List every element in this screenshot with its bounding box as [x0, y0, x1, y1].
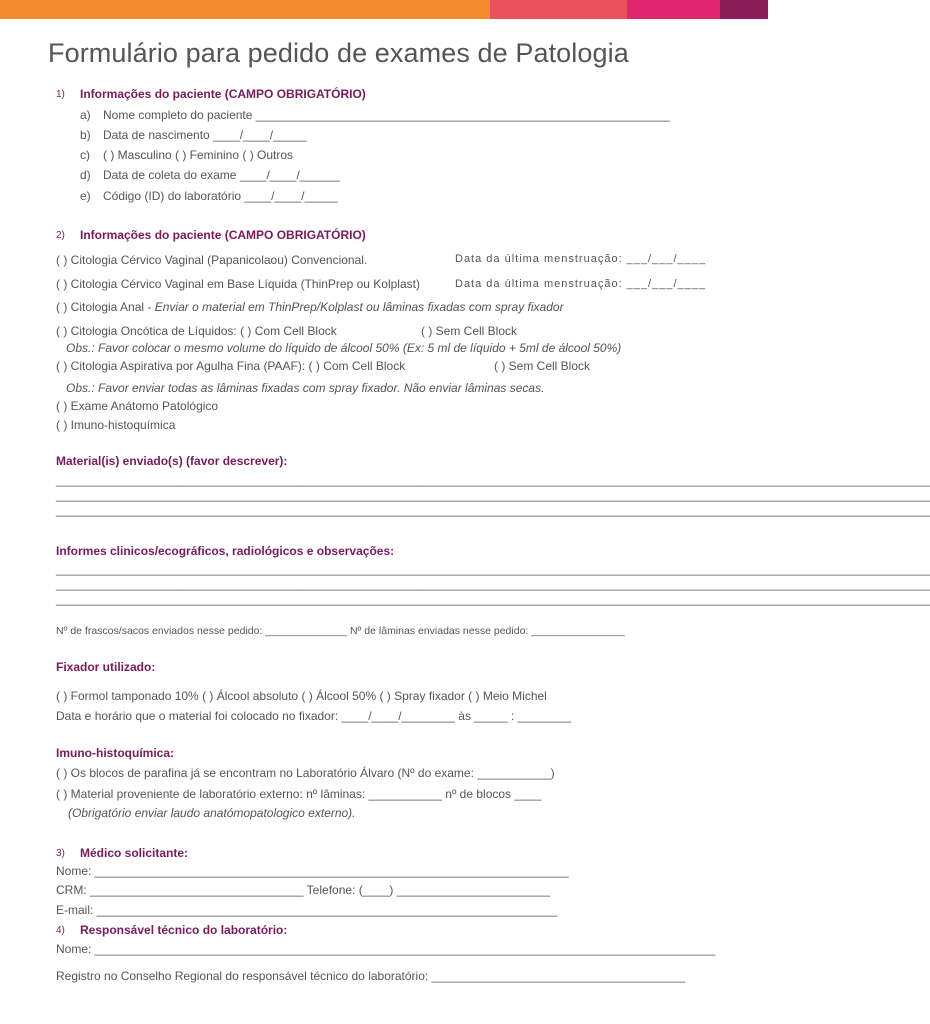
sex-checkboxes[interactable]: ( ) Masculino ( ) Feminino ( ) Outros [103, 148, 294, 162]
option-citologia-anal-label: ( ) Citologia Anal - [56, 300, 155, 314]
birth-date-field[interactable]: Data de nascimento ____/____/_____ [103, 128, 307, 142]
item-a-letter: a) [80, 108, 91, 122]
last-menstruation-field-2[interactable]: Data da última menstruação: ___/___/____ [455, 278, 706, 290]
option-cervico-convencional[interactable]: ( ) Citologia Cérvico Vaginal (Papanicolaou) Convencional. [56, 253, 368, 267]
external-report-note: (Obrigatório enviar laudo anatómopatologico externo). [68, 806, 356, 820]
doctor-crm-phone-field[interactable]: CRM: ________________________________ Telefone: (____) _______________________ [56, 883, 551, 897]
materials-line-1[interactable]: ___________________________________________________________________________________________________________________________________ [56, 473, 930, 487]
technician-registry-field[interactable]: Registro no Conselho Regional do responsável técnico do laboratório: ______________________________________ [56, 969, 686, 983]
option-cervico-liquida[interactable]: ( ) Citologia Cérvico Vaginal em Base Líquida (ThinPrep ou Kolplast) [56, 277, 420, 291]
doctor-email-field[interactable]: E-mail: _____________________________________________________________________ [56, 903, 558, 917]
section4-heading: Responsável técnico do laboratório: [80, 923, 288, 937]
top-bar-pink [627, 0, 720, 19]
materials-heading: Material(is) enviado(s) (favor descrever): [56, 454, 288, 468]
materials-line-2[interactable]: ___________________________________________________________________________________________________________________________________ [56, 488, 930, 502]
page-title: Formulário para pedido de exames de Patologia [48, 38, 629, 68]
doctor-name-field[interactable]: Nome: _______________________________________________________________________ [56, 864, 569, 878]
clinical-info-line-2[interactable]: ___________________________________________________________________________________________________________________________________ [56, 577, 930, 591]
option-paaf[interactable]: ( ) Citologia Aspirativa por Agulha Fina (PAAF): ( ) Com Cell Block [56, 359, 406, 373]
top-color-bar [0, 0, 768, 19]
obs-liquidos: Obs.: Favor colocar o mesmo volume do líquido de álcool 50% (Ex: 5 ml de líquido + 5ml de álcool 50%) [66, 341, 622, 355]
option-citologia-liquidos[interactable]: ( ) Citologia Oncótica de Líquidos: ( ) Com Cell Block [56, 324, 337, 338]
section2-heading: Informações do paciente (CAMPO OBRIGATÓRIO) [80, 228, 366, 242]
item-d-letter: d) [80, 168, 91, 182]
collection-date-field[interactable]: Data de coleta do exame ____/____/______ [103, 168, 340, 182]
citologia-anal-note: Enviar o material em ThinPrep/Kolplast ou lâminas fixadas com spray fixador [154, 300, 564, 314]
option-paaf-sem-cell-block[interactable]: ( ) Sem Cell Block [494, 359, 591, 373]
technician-name-field[interactable]: Nome: _____________________________________________________________________________________________ [56, 942, 716, 956]
option-citologia-anal[interactable] [56, 300, 564, 314]
flask-slide-count-field[interactable]: Nº de frascos/sacos enviados nesse pedido: ______________ Nº de lâminas enviadas nesse pedido: ________________ [56, 625, 625, 637]
top-bar-coral [490, 0, 627, 19]
clinical-info-line-1[interactable]: ___________________________________________________________________________________________________________________________________ [56, 562, 930, 576]
section3-number: 3) [56, 848, 65, 859]
lab-id-field[interactable]: Código (ID) do laboratório ____/____/_____ [103, 189, 338, 203]
option-external-lab-material[interactable]: ( ) Material proveniente de laboratório externo: nº lâminas: ___________ nº de blocos ____ [56, 787, 542, 801]
section4-number: 4) [56, 925, 65, 936]
clinical-info-line-3[interactable]: ___________________________________________________________________________________________________________________________________ [56, 592, 930, 606]
immuno-heading: Imuno-histoquímica: [56, 746, 174, 760]
fixative-options[interactable]: ( ) Formol tamponado 10% ( ) Álcool absoluto ( ) Álcool 50% ( ) Spray fixador ( ) Meio Michel [56, 689, 547, 703]
fixative-heading: Fixador utilizado: [56, 660, 156, 674]
option-paraffin-blocks[interactable]: ( ) Os blocos de parafina já se encontram no Laboratório Álvaro (Nº do exame: ___________) [56, 766, 555, 780]
item-b-letter: b) [80, 128, 91, 142]
clinical-info-heading: Informes clinicos/ecográficos, radiológicos e observações: [56, 544, 395, 558]
top-bar-plum [720, 0, 768, 19]
option-imuno-histoquimica[interactable]: ( ) Imuno-histoquímica [56, 418, 176, 432]
fixative-date-field[interactable]: Data e horário que o material foi colocado no fixador: ____/____/________ às _____ : ________ [56, 709, 572, 723]
item-e-letter: e) [80, 189, 91, 203]
last-menstruation-field-1[interactable]: Data da última menstruação: ___/___/____ [455, 253, 706, 265]
obs-paaf: Obs.: Favor enviar todas as lâminas fixadas com spray fixador. Não enviar lâminas secas. [66, 381, 545, 395]
section1-heading: Informações do paciente (CAMPO OBRIGATÓRIO) [80, 87, 366, 101]
materials-line-3[interactable]: ___________________________________________________________________________________________________________________________________ [56, 503, 930, 517]
patient-name-field[interactable]: Nome completo do paciente ______________________________________________________________ [103, 108, 670, 122]
section2-number: 2) [56, 230, 65, 241]
top-bar-orange [0, 0, 490, 19]
section1-number: 1) [56, 89, 65, 100]
option-anatomo-patologico[interactable]: ( ) Exame Anátomo Patológico [56, 399, 219, 413]
item-c-letter: c) [80, 148, 90, 162]
option-liquidos-sem-cell-block[interactable]: ( ) Sem Cell Block [421, 324, 518, 338]
section3-heading: Médico solicitante: [80, 846, 189, 860]
